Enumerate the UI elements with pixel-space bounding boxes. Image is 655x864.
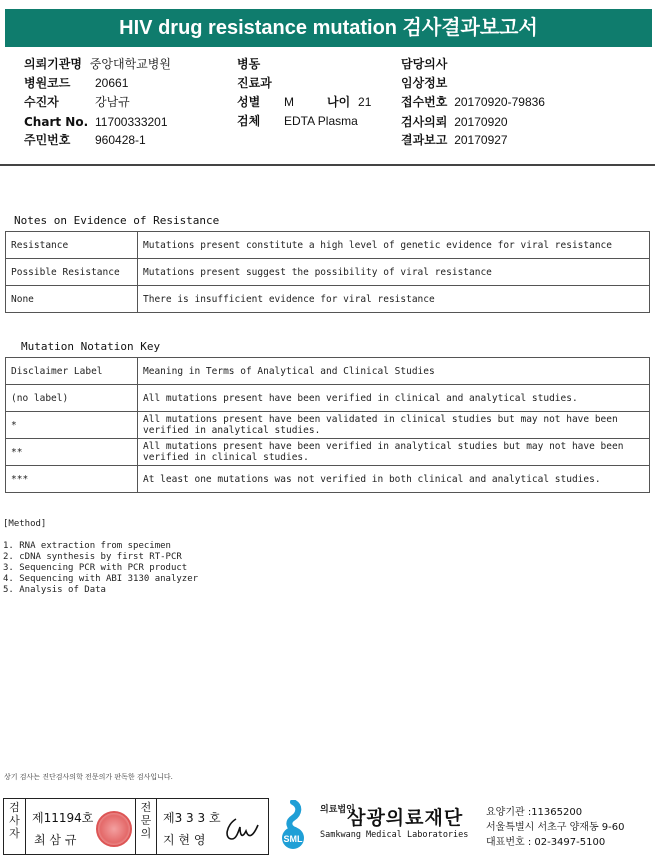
- method-step: 4. Sequencing with ABI 3130 analyzer: [3, 574, 199, 584]
- info-row-chart-no: [24, 114, 168, 130]
- info-row-receipt-no: [401, 94, 545, 110]
- table-row: [6, 439, 650, 466]
- info-label: Chart No.: [24, 115, 89, 129]
- notation-meaning: All mutations present have been verified in analytical studies but may not have been verified in clinical studies.: [138, 439, 650, 466]
- table-row: [6, 259, 650, 286]
- info-row-clinical: [401, 75, 447, 91]
- company-phone: 대표번호 : 02-3497-5100: [486, 837, 606, 848]
- evidence-title: Notes on Evidence of Resistance: [14, 214, 220, 227]
- notation-meaning: All mutations present have been verified in clinical and analytical studies.: [138, 385, 650, 412]
- institution-code: 요양기관 :11365200: [486, 807, 583, 818]
- notation-label: Disclaimer Label: [6, 358, 138, 385]
- notation-label: **: [6, 439, 138, 466]
- evidence-meaning: There is insufficient evidence for viral resistance: [138, 286, 650, 313]
- info-value: 20170920-79836: [454, 95, 545, 109]
- notation-table: [5, 357, 650, 493]
- report-header: [0, 0, 655, 166]
- notation-meaning: All mutations present have been validated in clinical studies but may not have been verified in analytical studies.: [138, 412, 650, 439]
- signature-box: [3, 798, 269, 855]
- info-value: 11700333201: [95, 115, 168, 129]
- info-value: 20170927: [454, 133, 508, 147]
- method-step: 1. RNA extraction from specimen: [3, 541, 171, 551]
- report-title: HIV drug resistance mutation 검사결과보고서: [5, 9, 652, 47]
- info-value: 강남규: [95, 95, 130, 109]
- info-value: 960428-1: [95, 133, 146, 147]
- report-footer: [0, 797, 655, 855]
- info-label: 결과보고: [401, 133, 448, 147]
- info-label: 접수번호: [401, 95, 448, 109]
- table-row: [6, 232, 650, 259]
- info-label: 검체: [237, 114, 261, 128]
- sml-logo-icon: [271, 800, 315, 850]
- method-step: 5. Analysis of Data: [3, 585, 106, 595]
- info-value: 21: [358, 95, 372, 109]
- company-english: Samkwang Medical Laboratories: [320, 830, 469, 840]
- info-value: EDTA Plasma: [284, 114, 358, 128]
- info-row-hospital-code: [24, 75, 129, 91]
- method-step: 2. cDNA synthesis by first RT-PCR: [3, 552, 182, 562]
- evidence-table: [5, 231, 650, 313]
- examiner-label: 검사자: [9, 801, 20, 840]
- info-label: 담당의사: [401, 57, 448, 71]
- company-legal: 의료법인: [320, 805, 355, 815]
- logo-text: SML: [283, 834, 303, 844]
- table-row: [6, 412, 650, 439]
- info-label: 병동: [237, 57, 261, 71]
- verification-note: 상기 검사는 진단검사의학 전문의가 판독한 검사입니다.: [4, 773, 173, 781]
- specialist-cell: [135, 799, 157, 854]
- notation-title: Mutation Notation Key: [21, 340, 161, 353]
- table-row: [6, 358, 650, 385]
- info-value: 중앙대학교병원: [89, 57, 171, 71]
- info-label: 수진자: [24, 95, 59, 109]
- info-value: 20170920: [454, 115, 508, 129]
- specialist-name: 지 현 영: [163, 833, 206, 847]
- examiner-cell: [4, 799, 26, 854]
- info-label: 임상정보: [401, 76, 448, 90]
- notation-meaning: Meaning in Terms of Analytical and Clinical Studies: [138, 358, 650, 385]
- info-label: 주민번호: [24, 133, 71, 147]
- examiner-license: 제11194호: [32, 811, 94, 825]
- method-step: 3. Sequencing PCR with PCR product: [3, 563, 188, 573]
- notation-meaning: At least one mutations was not verified in both clinical and analytical studies.: [138, 466, 650, 493]
- info-row-sex: [237, 94, 294, 110]
- info-row-report-date: [401, 132, 508, 148]
- method-title: [Method]: [3, 519, 47, 529]
- evidence-label: Resistance: [6, 232, 138, 259]
- info-label: 성별: [237, 95, 261, 109]
- stamp-seal-icon: [96, 811, 132, 847]
- info-label: 나이: [327, 95, 351, 109]
- info-row-institution: [24, 56, 171, 72]
- evidence-meaning: Mutations present constitute a high level of genetic evidence for viral resistance: [138, 232, 650, 259]
- info-value: 20661: [95, 76, 129, 90]
- signature-icon: [222, 815, 262, 845]
- info-row-doctor: [401, 56, 447, 72]
- evidence-label: None: [6, 286, 138, 313]
- specialist-license: 제3 3 3 호: [163, 811, 221, 825]
- info-label: 검사의뢰: [401, 115, 448, 129]
- company-name: 삼광의료재단: [347, 807, 464, 829]
- info-row-ward: [237, 56, 260, 72]
- info-row-request-date: [401, 114, 508, 130]
- info-value: M: [284, 95, 294, 109]
- table-row: [6, 466, 650, 493]
- table-row: [6, 286, 650, 313]
- evidence-meaning: Mutations present suggest the possibility of viral resistance: [138, 259, 650, 286]
- info-row-specimen: [237, 113, 358, 129]
- evidence-label: Possible Resistance: [6, 259, 138, 286]
- info-row-patient: [24, 94, 130, 110]
- info-label: 병원코드: [24, 76, 71, 90]
- company-address: 서울특별시 서초구 양재동 9-60: [486, 822, 625, 833]
- notation-label: (no label): [6, 385, 138, 412]
- info-label: 의뢰기관명: [24, 57, 82, 71]
- info-label: 진료과: [237, 76, 272, 90]
- info-row-age: [327, 94, 371, 110]
- notation-label: *: [6, 412, 138, 439]
- specialist-label: 전문의: [140, 801, 152, 840]
- info-row-resident-no: [24, 132, 146, 148]
- notation-label: ***: [6, 466, 138, 493]
- company-block: [320, 803, 468, 840]
- table-row: [6, 385, 650, 412]
- examiner-name: 최 삼 규: [34, 833, 77, 847]
- info-row-department: [237, 75, 272, 91]
